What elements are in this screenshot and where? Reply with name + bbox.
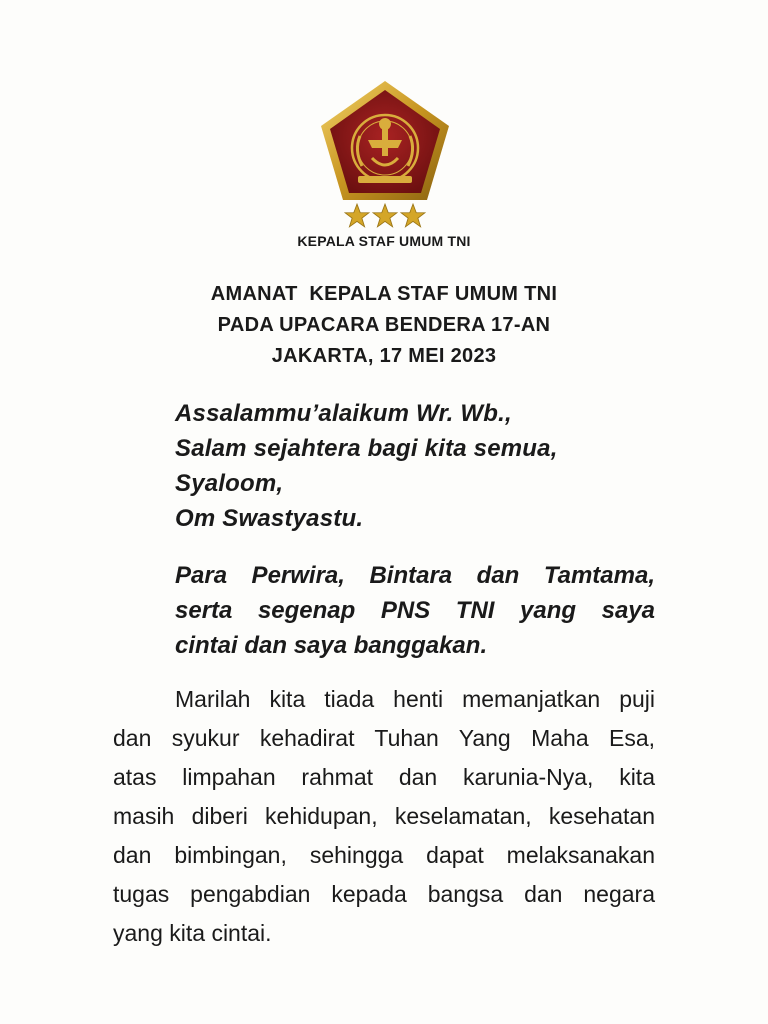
paragraph-line: masih diberi kehidupan, keselamatan, kesehatan	[113, 803, 655, 829]
greeting-line: Syaloom,	[175, 470, 284, 497]
greeting-line: Om Swastyastu.	[175, 505, 364, 532]
address-line: serta segenap PNS TNI yang saya	[175, 597, 655, 624]
headline-line-3: JAKARTA, 17 MEI 2023	[271, 345, 497, 367]
headline-line-2: PADA UPACARA BENDERA 17-AN	[217, 314, 551, 336]
tni-emblem-icon	[318, 78, 452, 204]
address-line: Para Perwira, Bintara dan Tamtama,	[175, 562, 655, 589]
address-line: cintai dan saya banggakan.	[175, 632, 488, 659]
star-icon	[344, 203, 370, 229]
paragraph-line: tugas pengabdian kepada bangsa dan negara	[113, 881, 655, 907]
office-title: KEPALA STAF UMUM TNI	[297, 233, 471, 249]
paragraph-line: Marilah kita tiada henti memanjatkan puji	[175, 686, 655, 712]
greeting-line: Assalammu’alaikum Wr. Wb.,	[175, 400, 512, 427]
rank-stars	[340, 203, 430, 229]
paragraph-line: dan bimbingan, sehingga dapat melaksanakan	[113, 842, 655, 868]
paragraph-line: yang kita cintai.	[113, 920, 272, 946]
headline-line-1: AMANAT KEPALA STAF UMUM TNI	[210, 283, 558, 305]
star-icon	[372, 203, 398, 229]
paragraph-line: dan syukur kehadirat Tuhan Yang Maha Esa,	[113, 725, 655, 751]
paragraph-line: atas limpahan rahmat dan karunia-Nya, kita	[113, 764, 655, 790]
greeting-line: Salam sejahtera bagi kita semua,	[175, 435, 558, 462]
star-icon	[400, 203, 426, 229]
